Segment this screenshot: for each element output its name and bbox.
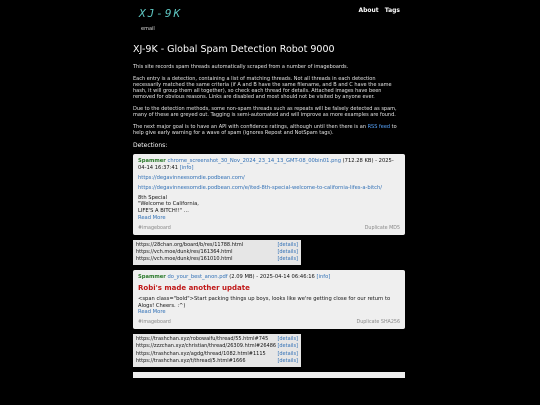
details-link[interactable]: [details] [277, 350, 298, 357]
detection-footer [138, 320, 400, 325]
spam-label: Spammer [138, 274, 166, 281]
spam-label: Spammer [138, 158, 166, 164]
detection-date: - 2025-04-14 16:37:41 [138, 158, 394, 171]
filename-link[interactable]: chrome_screenshot_30_Nov_2024_23_14_13_GMT-08_00bin01.png [167, 158, 341, 164]
details-link[interactable]: [details] [277, 343, 298, 350]
details-link[interactable]: [details] [277, 336, 298, 342]
detection-card [133, 154, 405, 235]
filename-link[interactable]: do_your_best_anon.pdf [167, 274, 228, 281]
post-url[interactable]: https://degavinneesomdie.podbean.com/e/ited-8th-special-welcome-to-california-lifes-a-bitch/ [138, 184, 383, 191]
next-detection-card [133, 372, 405, 378]
rss-feed-link[interactable]: RSS feed [367, 124, 391, 130]
board-tag[interactable]: #imageboard [138, 320, 171, 325]
detection-explanation: Each entry is a detection, containing a list of matching threads. Not all threads in each detection necessarily matched the same criteria (if A and B have the same filename, and B and C have the same hash, it will group them all together), so check each thread for details. Attached images have been removed for obvious reasons. Links are disabled and most should not be visited by anyone ever. [133, 76, 392, 100]
api-note-end: to help give early warning for a wave of spam (ignores Repost and NotSpam tags). [133, 124, 397, 136]
post-heading: Robi's made another update [138, 283, 250, 292]
thread-item [136, 249, 298, 256]
detections-heading: Detections: [133, 142, 168, 149]
info-link[interactable]: [info] [179, 164, 194, 171]
false-positive-note: Due to the detection methods, some non-spam threads such as repeats will be falsely detected as spam, many of these are greyed out. Tagging is semi-automated and will improve as more examples are found. [133, 106, 397, 118]
page-title: XJ-9K - Global Spam Detection Robot 9000 [133, 44, 335, 55]
thread-url[interactable]: https://28chan.org/board/b/res/11788.html [136, 241, 244, 248]
detection-footer [138, 226, 400, 231]
details-link[interactable]: [details] [277, 357, 298, 364]
post-text-line: LIFE'S A BITCH!!" ... [138, 208, 189, 214]
intro-paragraph: This site records spam threads automatically scraped from a number of imageboards. [133, 64, 349, 70]
detection-header [138, 274, 400, 281]
thread-item [136, 242, 298, 249]
thread-list [133, 240, 301, 266]
post-text-line: "Welcome to California, [138, 201, 199, 208]
thread-url[interactable]: https://trashchan.xyz/t/thread/5.html#1666 [136, 357, 246, 364]
read-more-link[interactable]: Read More [138, 214, 166, 221]
duplicate-type: Duplicate SHA256 [356, 320, 400, 325]
site-logo[interactable]: XJ-9K [139, 7, 183, 20]
info-link[interactable]: [info] [316, 274, 331, 281]
read-more-link[interactable]: Read More [138, 309, 166, 316]
thread-url[interactable]: https://vch.moe/dunk/res/161010.html [136, 256, 233, 262]
detection-body [138, 175, 400, 222]
thread-item [136, 336, 298, 343]
details-link[interactable]: [details] [277, 248, 298, 255]
nav-tags[interactable]: Tags [384, 7, 400, 14]
post-text-line: 8th Special [138, 194, 167, 201]
thread-url[interactable]: https://zzzchan.xyz/christian/thread/26309.html#26486 [136, 343, 277, 350]
details-link[interactable]: [details] [277, 241, 298, 248]
post-text: <span class="bold">Start packing things up boys, looks like we're getting close for our return to Alogs! Cheers. :^) [138, 295, 391, 309]
top-nav [354, 7, 400, 14]
thread-item [136, 343, 298, 350]
thread-url[interactable]: https://trashchan.xyz/agdg/thread/1082.html#1115 [136, 350, 266, 357]
api-note-start: The next major goal is to have an API with confidence ratings, although until then there is an [133, 124, 368, 130]
details-link[interactable]: [details] [277, 256, 298, 262]
main-content [133, 44, 405, 378]
email-link[interactable]: email [141, 26, 155, 32]
detection-header [138, 158, 400, 171]
detection-body [138, 296, 400, 316]
thread-item [136, 351, 298, 358]
board-tag[interactable]: #imageboard [138, 225, 171, 231]
thread-url[interactable]: https://vch.moe/dunk/res/161364.html [136, 248, 233, 255]
thread-item [136, 256, 298, 263]
post-url[interactable]: https://degavinneesomdie.podbean.com/ [138, 175, 245, 181]
duplicate-type: Duplicate MD5 [364, 225, 400, 231]
detection-date: - 2025-04-14 06:46:16 [256, 274, 315, 281]
file-size: (2.09 MB) [229, 274, 255, 281]
detection-card [133, 270, 405, 329]
api-note [133, 124, 405, 136]
thread-url[interactable]: https://trashchan.xyz/robowaifu/thread/55.html#745 [136, 336, 269, 342]
thread-list [133, 334, 301, 367]
file-size: (712.28 KB) [342, 158, 374, 164]
thread-item [136, 358, 298, 365]
nav-about[interactable]: About [358, 7, 379, 14]
